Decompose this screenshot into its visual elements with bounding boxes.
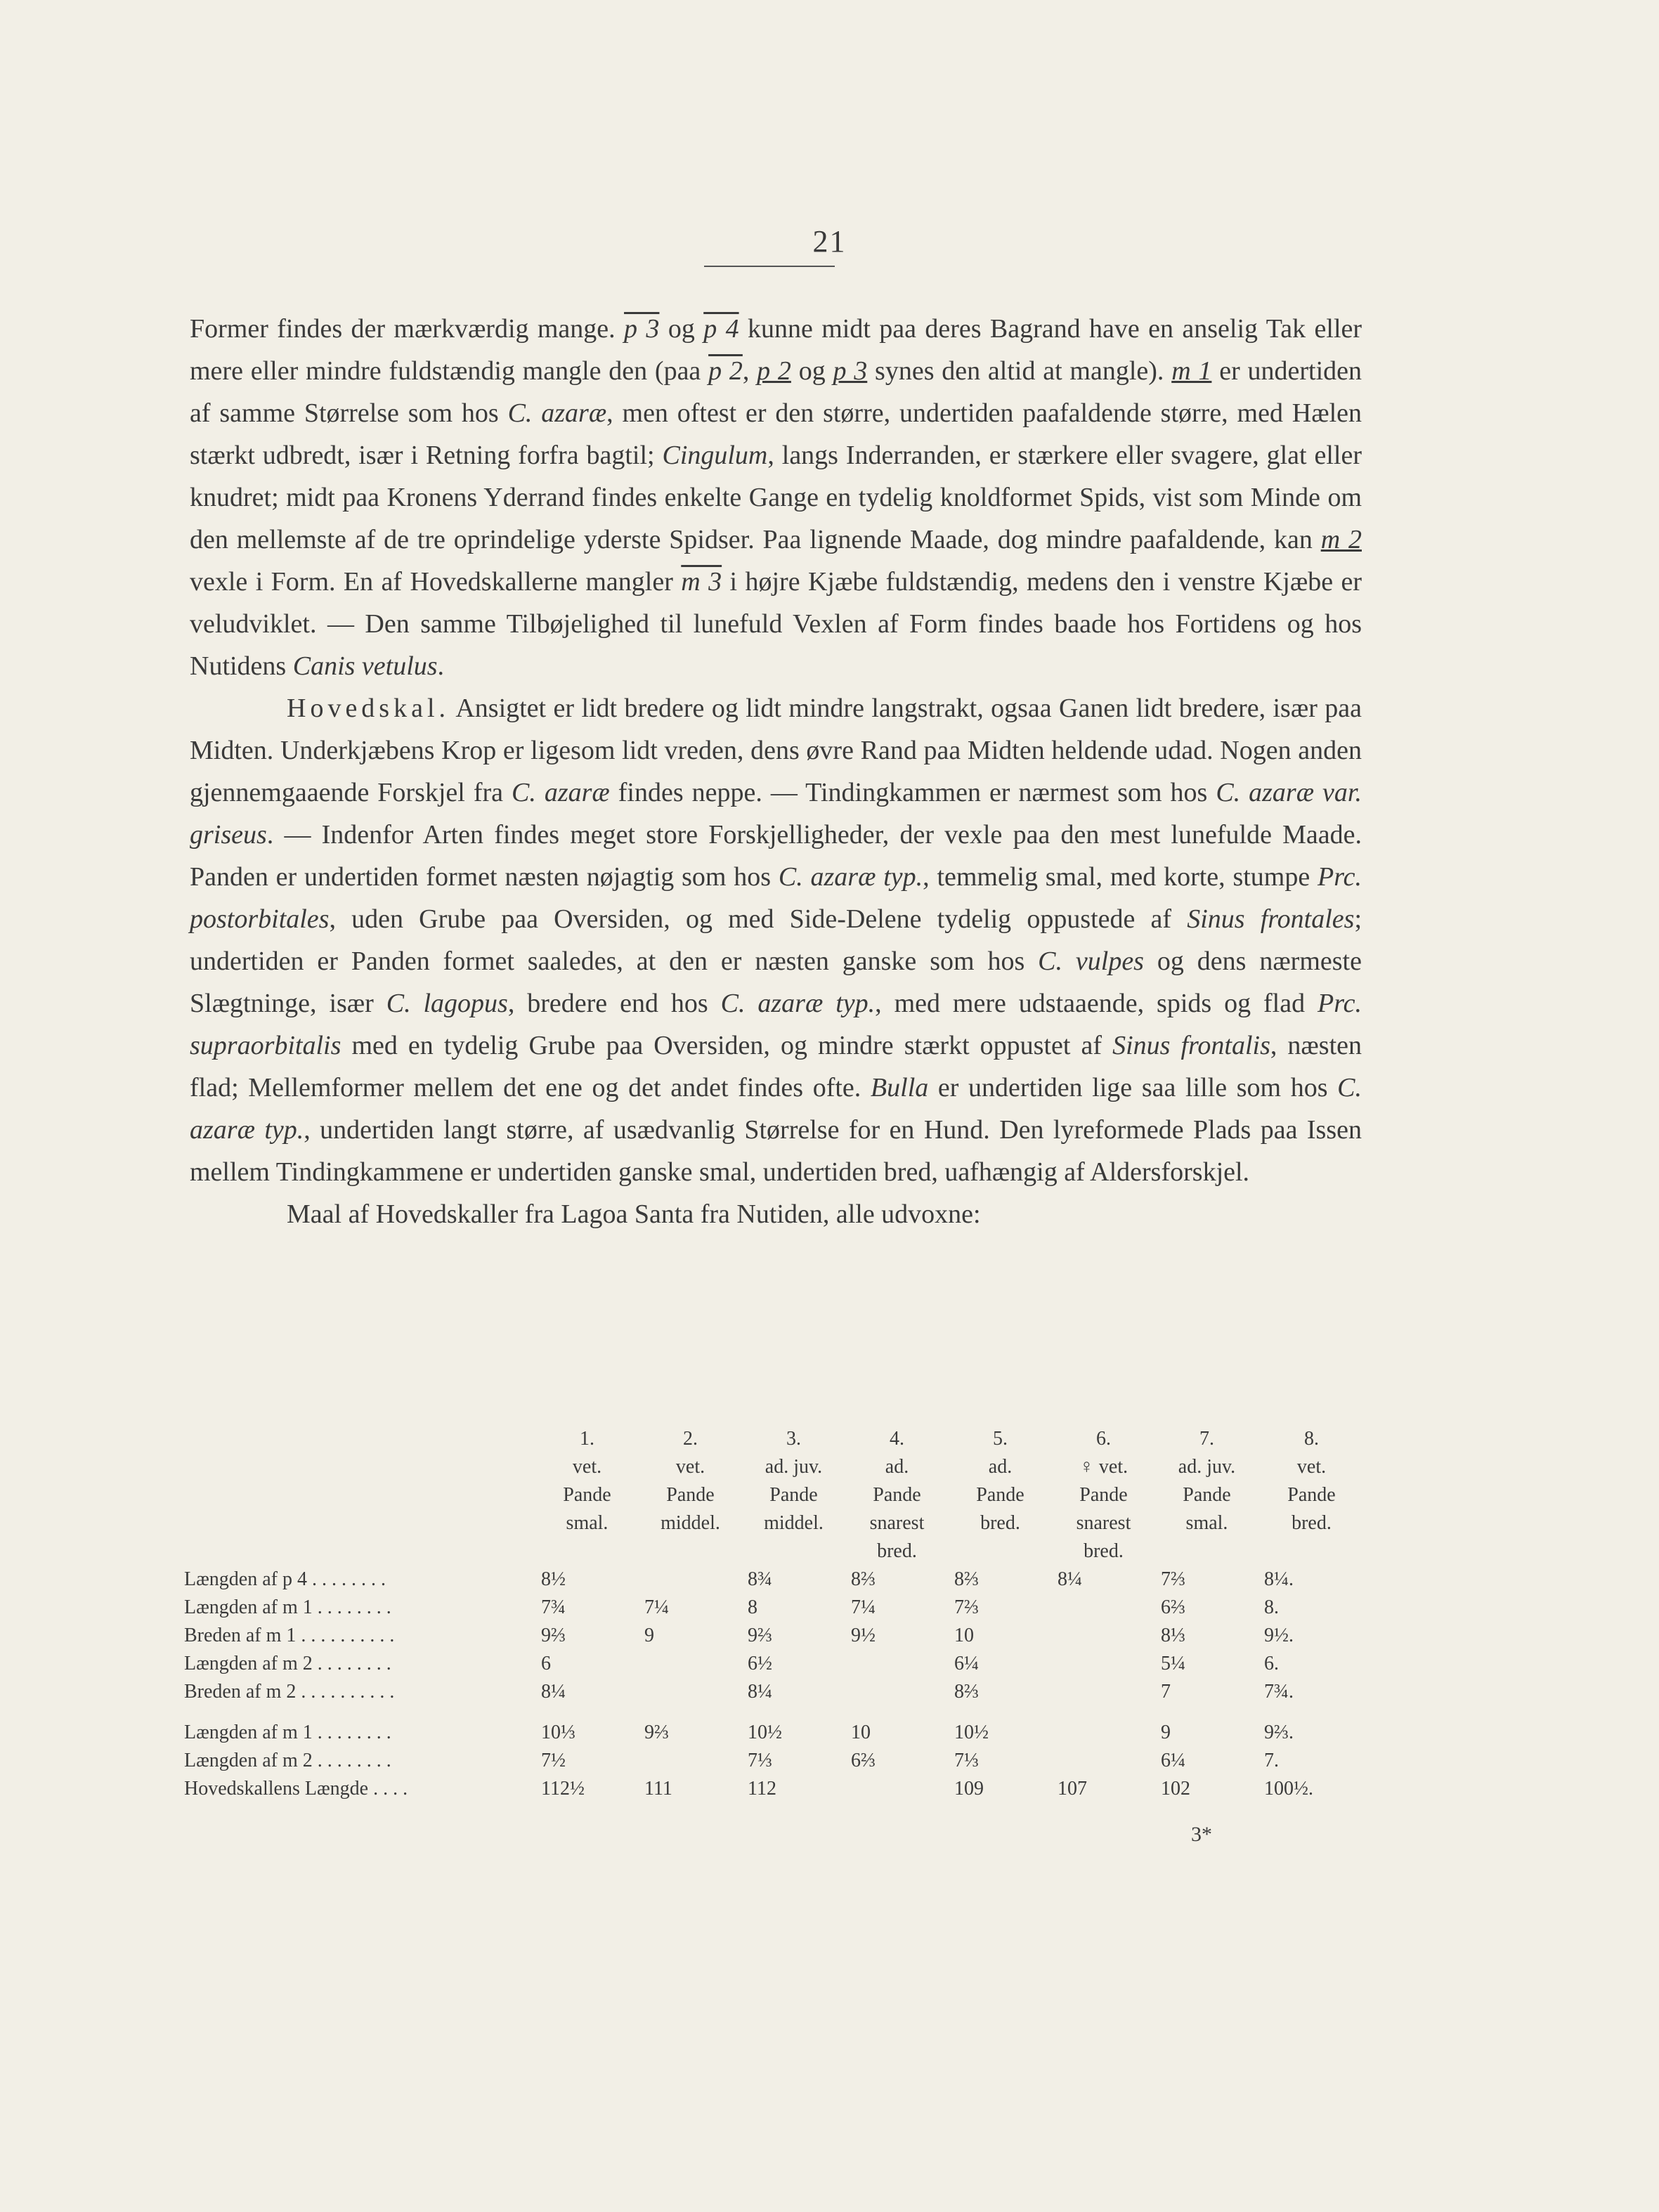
row-label: Breden af m 1 . . . . . . . . . . (184, 1625, 395, 1646)
table-cell (1052, 1650, 1155, 1678)
column-header-line: 8. (1304, 1428, 1319, 1450)
table-cell: 7 (1161, 1681, 1171, 1703)
italic-text: m 1 (1171, 356, 1212, 386)
italic-text: C. azaræ typ. (190, 1073, 1362, 1145)
italic-text: C. azaræ (512, 778, 610, 807)
column-header-line: middel. (661, 1512, 720, 1534)
table-cell: 7⅔ (1161, 1568, 1185, 1590)
table-cell: 6 (541, 1653, 551, 1674)
italic-text: C. azaræ typ. (778, 862, 923, 892)
table-cell: 7⅔ (954, 1596, 979, 1618)
column-header-line: 6. (1096, 1428, 1111, 1450)
table-cell: 8⅔ (954, 1681, 979, 1703)
column-header (1258, 1425, 1365, 1566)
table-cell: 6¼ (1161, 1750, 1185, 1771)
table-cell: 109 (954, 1778, 984, 1800)
table-cell (1052, 1622, 1155, 1650)
paragraph (190, 687, 1362, 1193)
italic-text: p 3 (833, 356, 868, 386)
text-run: i højre Kjæbe fuldstændig, medens den i venstre Kjæbe er veludviklet. — Den samme Tilbøjelighed til lunefuld Vexlen af Form findes baade hos Fortidens og hos Nutidens (190, 567, 1362, 681)
column-header (949, 1425, 1052, 1566)
text-run: Maal af Hovedskaller fra Lagoa Santa fra Nutiden, alle udvoxne: (287, 1199, 981, 1229)
column-header-line: bred. (1292, 1512, 1332, 1534)
table-cell: 7⅓ (748, 1750, 772, 1771)
column-header-line: 1. (580, 1428, 594, 1450)
body-text (190, 308, 1362, 1235)
table-row (184, 1650, 1365, 1678)
italic-text: m 2 (1320, 525, 1362, 554)
text-run: synes den altid at mangle). (867, 356, 1172, 386)
table-cell: 10½ (748, 1722, 782, 1743)
column-header-line: snarest (869, 1512, 925, 1534)
table-cell: 8¼. (1264, 1568, 1294, 1590)
table-cell (639, 1650, 742, 1678)
italic-text: Sinus frontalis (1112, 1031, 1270, 1060)
italic-text: m 3 (681, 567, 722, 597)
table-cell: 6¼ (954, 1653, 979, 1674)
column-header-line: ad. (988, 1456, 1013, 1478)
italic-text: p 4 (703, 314, 739, 344)
table-cell: 9⅔ (541, 1625, 566, 1646)
text-run: . — Indenfor Arten findes meget store Forskjelligheder, der vexle paa den mest lunefulde Maade. Panden er undertiden formet næsten nøjagtig som hos (190, 820, 1362, 892)
row-label: Længden af m 2 . . . . . . . . (184, 1750, 391, 1771)
column-header-line: Pande (976, 1484, 1024, 1506)
table-cell (845, 1775, 949, 1803)
text-run: er undertiden af samme Størrelse som hos (190, 356, 1362, 428)
row-label: Længden af m 1 . . . . . . . . (184, 1722, 391, 1743)
table-row (184, 1747, 1365, 1775)
table-row (184, 1594, 1365, 1622)
column-header-line: 2. (683, 1428, 698, 1450)
text-run: , temmelig smal, med korte, stumpe (923, 862, 1318, 892)
text-run: findes neppe. — Tindingkammen er nærmest som hos (609, 778, 1216, 807)
table-cell: 10 (954, 1625, 974, 1646)
table-cell: 107 (1058, 1778, 1087, 1800)
table-cell (1052, 1594, 1155, 1622)
column-header-line: Pande (666, 1484, 715, 1506)
table-cell: 6⅔ (851, 1750, 876, 1771)
column-header-line: smal. (566, 1512, 609, 1534)
column-header-line: ad. (885, 1456, 909, 1478)
italic-text: Bulla (870, 1073, 929, 1102)
table-cell: 8¼ (748, 1681, 772, 1703)
table-cell (1052, 1706, 1155, 1747)
text-run: og (791, 356, 833, 386)
italic-text: C. azaræ typ. (720, 989, 876, 1018)
table-cell: 9½. (1264, 1625, 1294, 1646)
text-run: Former findes der mærkværdig mange. (190, 314, 625, 344)
text-run: , bredere end hos (507, 989, 721, 1018)
table-header-row (184, 1425, 1365, 1566)
table-cell: 8 (748, 1596, 757, 1618)
column-header (742, 1425, 845, 1566)
italic-text: Prc. supraorbitalis (190, 989, 1362, 1060)
text-run: , undertiden langt større, af usædvanlig Størrelse for en Hund. Den lyreformede Plads paa Issen mellem Tindingkammene er undertiden ganske smal, undertiden bred, uafhængig af Aldersforskjel. (190, 1115, 1362, 1187)
paragraph (190, 308, 1362, 687)
column-header (1155, 1425, 1258, 1566)
column-header (535, 1425, 639, 1566)
column-header (639, 1425, 742, 1566)
table-cell: 9⅔ (644, 1722, 669, 1743)
page-number-rule (704, 266, 835, 267)
measurements-table (184, 1425, 1365, 1803)
text-run: , men oftest er den større, undertiden paafaldende større, med Hælen stærkt udbredt, især i Retning forfra bagtil; (190, 398, 1362, 470)
table-cell (1052, 1747, 1155, 1775)
table-cell: 5¼ (1161, 1653, 1185, 1674)
text-run: kunne midt paa deres Bagrand have en anselig Tak eller mere eller mindre fuldstændig mangle den (paa (190, 314, 1362, 386)
table-body (184, 1566, 1365, 1803)
column-header-line: Pande (873, 1484, 921, 1506)
table-cell: 112½ (541, 1778, 585, 1800)
table-row (184, 1678, 1365, 1706)
text-run: med en tydelig Grube paa Oversiden, og mindre stærkt oppustet af (341, 1031, 1113, 1060)
column-header-line: Pande (769, 1484, 818, 1506)
table-header (184, 1425, 1365, 1566)
italic-text: Sinus frontales (1187, 904, 1355, 934)
table-cell (1052, 1678, 1155, 1706)
table-cell: 6½ (748, 1653, 772, 1674)
table-cell (639, 1747, 742, 1775)
table-cell: 102 (1161, 1778, 1190, 1800)
italic-text: C. azaræ (507, 398, 607, 428)
table-cell (845, 1678, 949, 1706)
table-cell (639, 1678, 742, 1706)
table-cell: 8¼ (1058, 1568, 1082, 1590)
table-cell: 112 (748, 1778, 776, 1800)
row-label: Breden af m 2 . . . . . . . . . . (184, 1681, 395, 1703)
column-header (1052, 1425, 1155, 1566)
text-run: og dens nærmeste Slægtninge, især (190, 946, 1362, 1018)
column-header-line: bred. (1084, 1540, 1124, 1562)
table-cell: 9½ (851, 1625, 876, 1646)
text-run: Ansigtet er lidt bredere og lidt mindre langstrakt, ogsaa Ganen lidt bredere, især paa Midten. Underkjæbens Krop er ligesom lidt vreden, dens øvre Rand paa Midten heldende udad. Nogen anden gjennemgaaende Forskjel fra (190, 694, 1362, 807)
italic-text: C. azaræ var. griseus (190, 778, 1362, 850)
table-cell: 8¾ (748, 1568, 772, 1590)
italic-text: Prc. postorbitales (190, 862, 1362, 934)
text-run: ; undertiden er Panden formet saaledes, at den er næsten ganske som hos (190, 904, 1362, 976)
table-cell: 9 (1161, 1722, 1171, 1743)
text-run: , (742, 356, 757, 386)
row-label: Længden af m 1 . . . . . . . . (184, 1596, 391, 1618)
row-label: Længden af m 2 . . . . . . . . (184, 1653, 391, 1674)
table-cell: 7¼ (644, 1596, 669, 1618)
column-header-line: vet. (572, 1456, 602, 1478)
table-cell: 7¾ (541, 1596, 566, 1618)
table-row (184, 1706, 1365, 1747)
column-header-line: ad. juv. (1178, 1456, 1236, 1478)
column-header-line: Pande (1287, 1484, 1336, 1506)
column-header-line: 4. (890, 1428, 904, 1450)
text-run: . (437, 651, 445, 681)
table-header-blank (184, 1425, 535, 1566)
text-run: , næsten flad; Mellemformer mellem det ene og det andet findes ofte. (190, 1031, 1362, 1102)
table-cell (845, 1650, 949, 1678)
table-cell: 100½. (1264, 1778, 1313, 1800)
italic-text: p 2 (708, 356, 743, 386)
table-cell: 8⅔ (851, 1568, 876, 1590)
table-row (184, 1622, 1365, 1650)
column-header-line: bred. (980, 1512, 1020, 1534)
table-cell (639, 1566, 742, 1594)
table-cell: 10½ (954, 1722, 989, 1743)
table-cell: 10 (851, 1722, 871, 1743)
italic-text: C. vulpes (1038, 946, 1144, 976)
column-header-line: vet. (1296, 1456, 1327, 1478)
table-cell: 7¼ (851, 1596, 876, 1618)
column-header-line: Pande (1183, 1484, 1231, 1506)
text-run: Hovedskal. (287, 694, 450, 723)
table-row (184, 1775, 1365, 1803)
table-cell: 10⅓ (541, 1722, 575, 1743)
text-run: , langs Inderranden, er stærkere eller svagere, glat eller knudret; midt paa Kronens Yderrand findes enkelte Gange en tydelig knoldformet Spids, vist som Minde om den mellemste af de tre oprindelige yderste Spidser. Paa lignende Maade, dog mindre paafaldende, kan (190, 441, 1362, 554)
table-cell: 111 (644, 1778, 672, 1800)
table-cell: 9⅔ (748, 1625, 772, 1646)
row-label: Hovedskallens Længde . . . . (184, 1778, 408, 1800)
column-header-line: ♀ vet. (1079, 1456, 1128, 1478)
column-header-line: Pande (1079, 1484, 1128, 1506)
paragraph (190, 1193, 1362, 1235)
table-cell: 8⅓ (1161, 1625, 1185, 1646)
column-header-line: smal. (1185, 1512, 1228, 1534)
table-row (184, 1566, 1365, 1594)
table-cell: 9⅔. (1264, 1722, 1294, 1743)
table-cell: 9 (644, 1625, 654, 1646)
signature-mark: 3* (1191, 1823, 1212, 1846)
italic-text: C. lagopus (386, 989, 508, 1018)
column-header-line: 5. (993, 1428, 1008, 1450)
column-header (845, 1425, 949, 1566)
table-cell: 7⅓ (954, 1750, 979, 1771)
table-cell: 7. (1264, 1750, 1279, 1771)
table-cell: 8¼ (541, 1681, 566, 1703)
text-run: og (659, 314, 704, 344)
italic-text: Canis vetulus (292, 651, 438, 681)
text-run: vexle i Form. En af Hovedskallerne mangler (190, 567, 682, 597)
column-header-line: bred. (877, 1540, 917, 1562)
column-header-line: 7. (1199, 1428, 1214, 1450)
table-cell: 7½ (541, 1750, 566, 1771)
column-header-line: ad. juv. (765, 1456, 823, 1478)
text-run: er undertiden lige saa lille som hos (928, 1073, 1338, 1102)
table-cell: 8. (1264, 1596, 1279, 1618)
column-header-line: vet. (675, 1456, 705, 1478)
column-header-line: Pande (563, 1484, 611, 1506)
table-cell: 8½ (541, 1568, 566, 1590)
italic-text: p 2 (757, 356, 791, 386)
column-header-line: snarest (1076, 1512, 1131, 1534)
table-cell: 7¾. (1264, 1681, 1294, 1703)
text-run: , med mere udstaaende, spids og flad (875, 989, 1318, 1018)
table-cell: 6⅔ (1161, 1596, 1185, 1618)
table-cell: 6. (1264, 1653, 1279, 1674)
page-number: 21 (812, 224, 847, 259)
column-header-line: middel. (764, 1512, 824, 1534)
column-header-line: 3. (786, 1428, 801, 1450)
italic-text: Cingulum (662, 441, 768, 470)
text-run: , uden Grube paa Oversiden, og med Side-Delene tydelig oppustede af (329, 904, 1188, 934)
italic-text: p 3 (624, 314, 660, 344)
row-label: Længden af p 4 . . . . . . . . (184, 1568, 386, 1590)
table-cell: 8⅔ (954, 1568, 979, 1590)
